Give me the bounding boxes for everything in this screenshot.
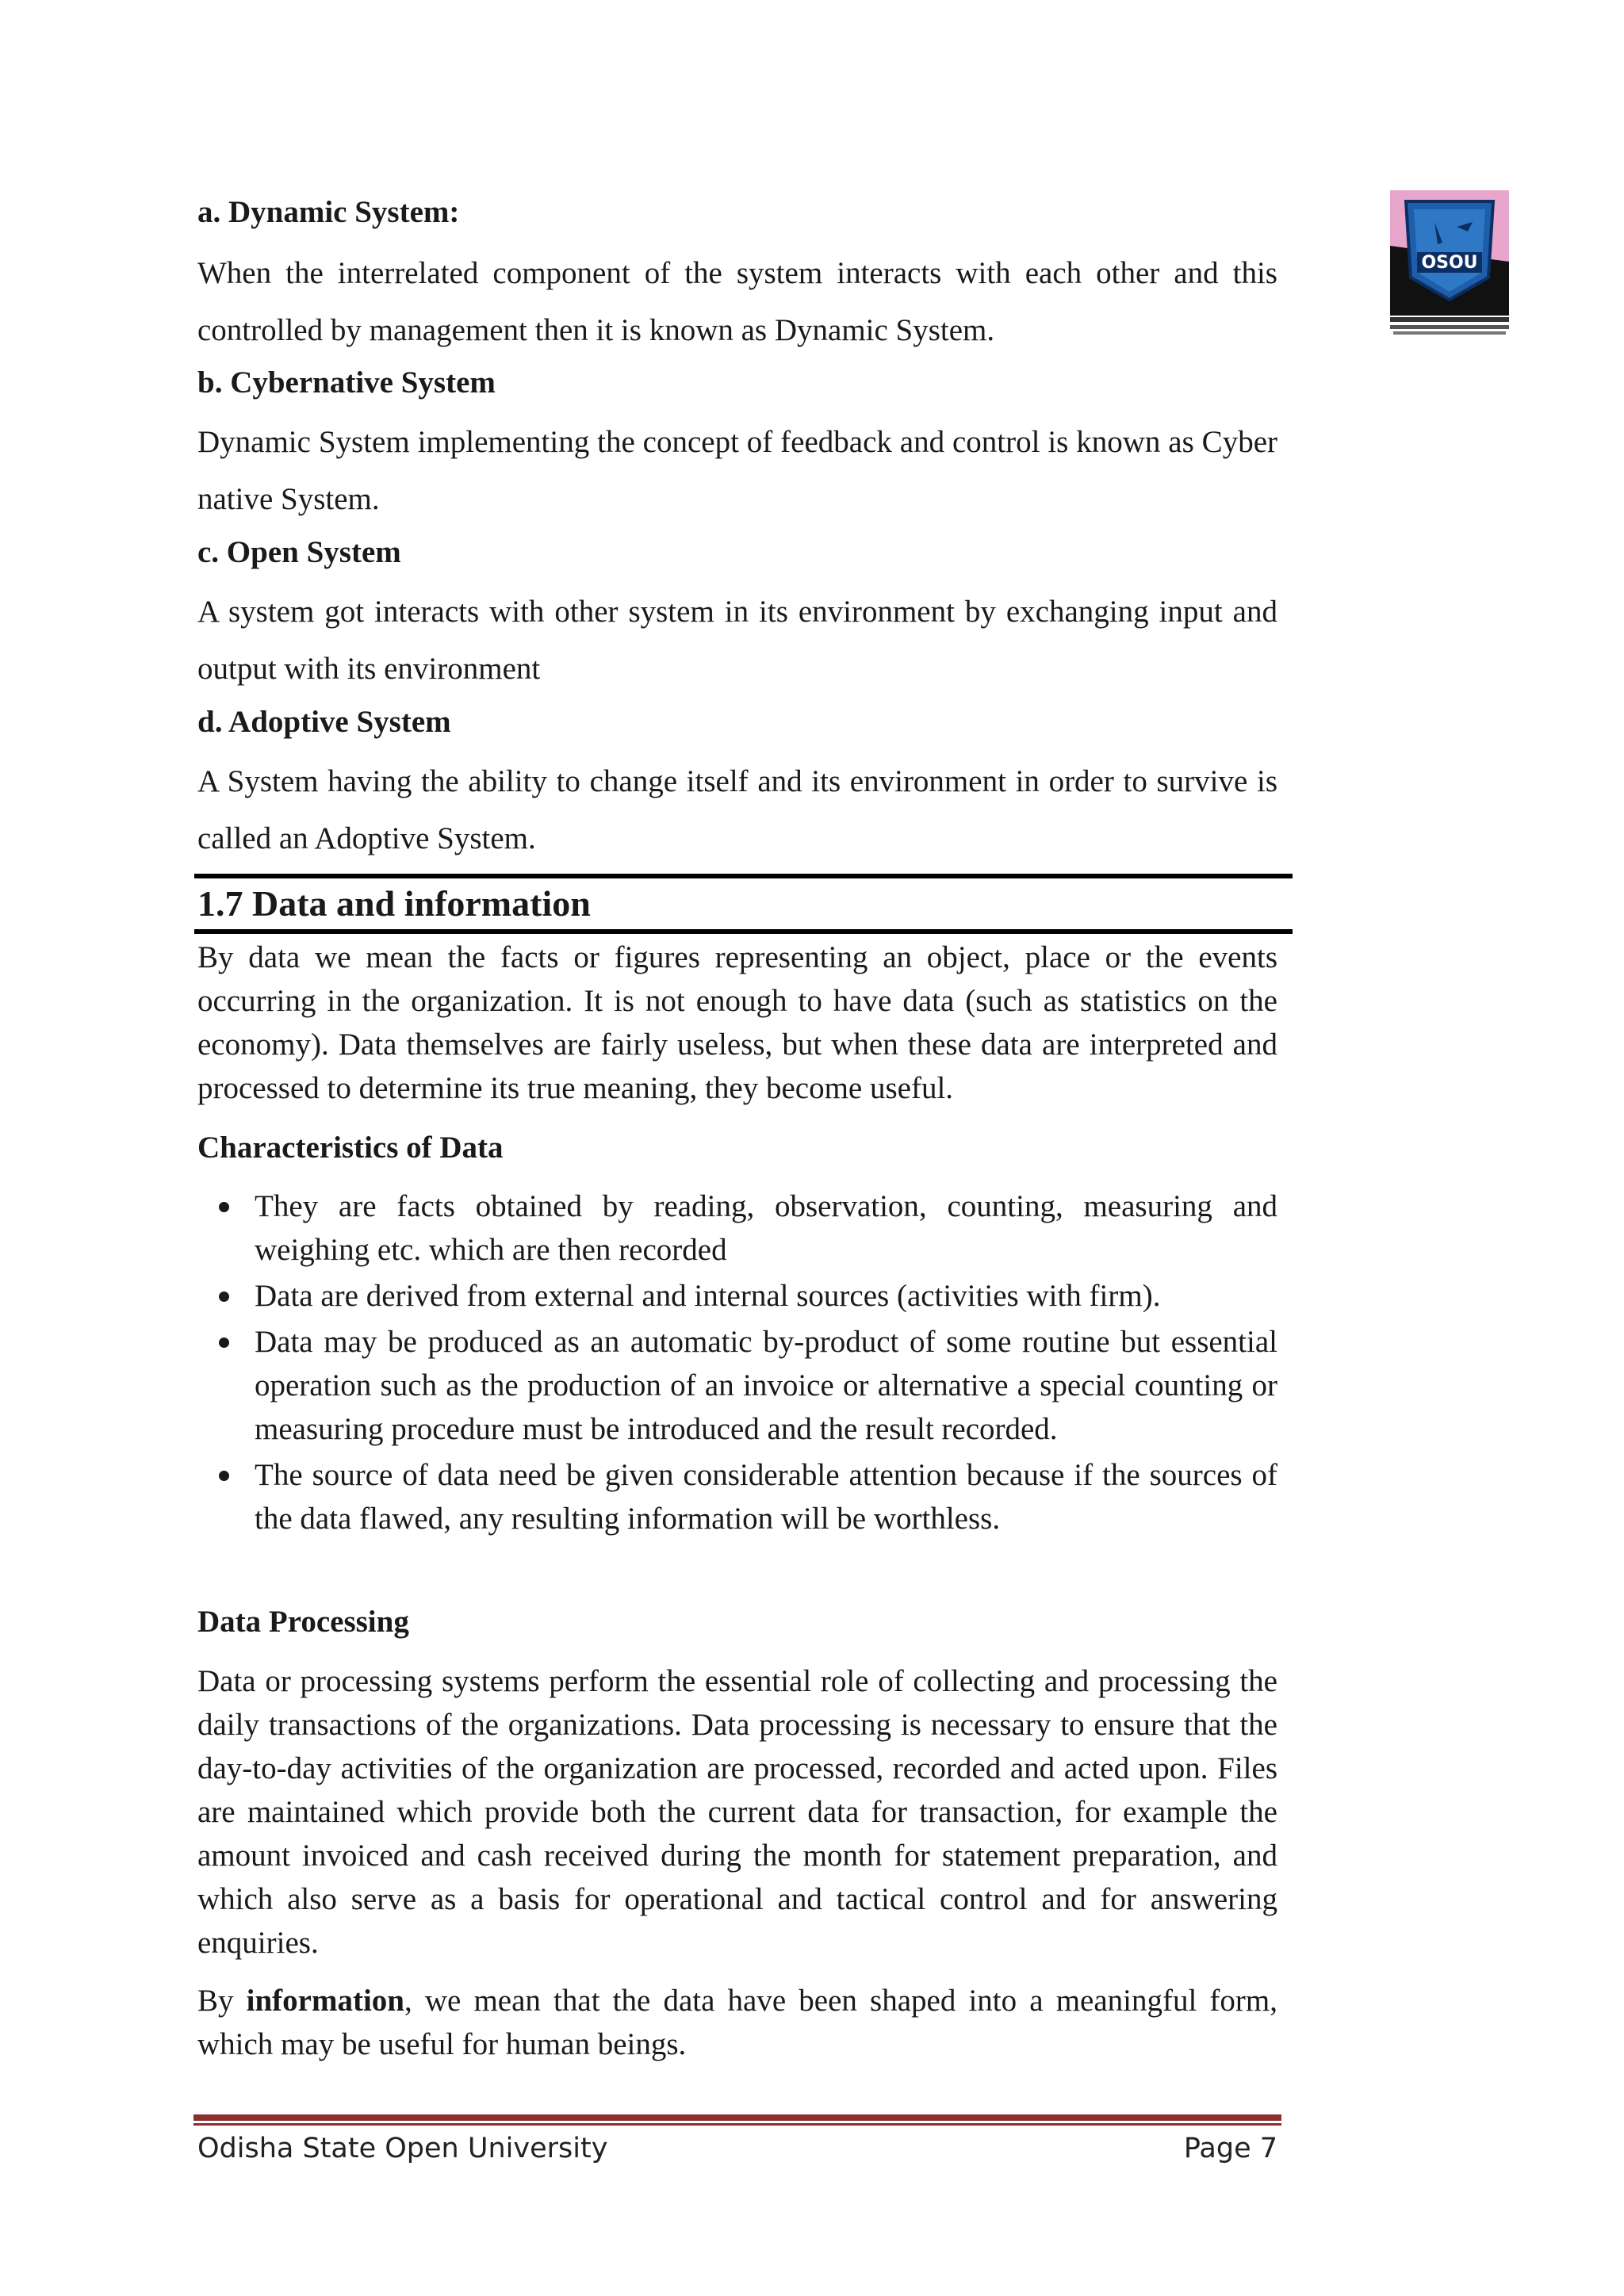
processing-heading-block (197, 1606, 1277, 1637)
intro-paragraph: By data we mean the facts or figures representing an object, place or the events occurring in the organization. It is not enough to have data (such as statistics on the economy). Data themselves are fairly useless, but when these data are interpreted and processed to determine its true meaning, they become useful. (197, 940, 1277, 1105)
footer-rule-thin (193, 2123, 1281, 2126)
footer-university-name: Odisha State Open University (197, 2133, 608, 2164)
open-system-title: c. Open System (197, 535, 401, 569)
list-item-text: The source of data need be given considerable attention because if the sources of the data flawed, any resulting information will be worthless. (255, 1458, 1277, 1536)
information-prefix: By (197, 1984, 247, 2018)
information-block (197, 1979, 1277, 2066)
intro-block (197, 936, 1277, 1110)
information-suffix: , we mean that the data have been shaped into a meaningful form, which may be useful for human beings. (197, 1984, 1277, 2061)
logo-text: OSOU (1421, 253, 1478, 273)
list-item (197, 1184, 1277, 1272)
section-top-rule (194, 874, 1293, 878)
university-logo-icon (1390, 190, 1509, 338)
section-dynamic-system (197, 197, 1277, 228)
characteristics-list (197, 1184, 1277, 1543)
dynamic-system-text-block (197, 245, 1277, 358)
open-system-text-block (197, 584, 1277, 697)
list-item (197, 1274, 1277, 1318)
bullet-icon (219, 1471, 229, 1481)
list-item (197, 1453, 1277, 1540)
dynamic-system-text: When the interrelated component of the system interacts with each other and this controlled by management then it is known as Dynamic System. (197, 256, 1277, 347)
section-heading: 1.7 Data and information (197, 883, 591, 924)
cybernative-system-title: b. Cybernative System (197, 365, 496, 400)
adoptive-system-text-block (197, 753, 1277, 867)
section-open-system (197, 537, 1277, 568)
section-bottom-rule (194, 929, 1293, 934)
processing-title: Data Processing (197, 1605, 409, 1639)
list-item-text: They are facts obtained by reading, observation, counting, measuring and weighing etc. which are then recorded (255, 1189, 1277, 1267)
bullet-icon (219, 1292, 229, 1302)
footer-page-number: Page 7 (1183, 2133, 1277, 2164)
processing-text-block (197, 1659, 1277, 1965)
bullet-icon (219, 1337, 229, 1348)
list-item-text: Data may be produced as an automatic by-product of some routine but essential operation such as the production of an invoice or alternative a special counting or measuring procedure must be introduced and the result recorded. (255, 1325, 1277, 1446)
cybernative-system-text: Dynamic System implementing the concept of feedback and control is known as Cyber native System. (197, 425, 1277, 516)
dynamic-system-title: a. Dynamic System: (197, 195, 460, 229)
list-item-text: Data are derived from external and internal sources (activities with firm). (255, 1279, 1161, 1313)
cybernative-system-text-block (197, 414, 1277, 527)
adoptive-system-text: A System having the ability to change itself and its environment in order to survive is called an Adoptive System. (197, 764, 1277, 855)
adoptive-system-title: d. Adoptive System (197, 705, 451, 739)
section-adoptive-system (197, 706, 1277, 737)
information-bold: information (246, 1984, 404, 2018)
open-system-text: A system got interacts with other system in its environment by exchanging input and output with its environment (197, 595, 1277, 686)
information-paragraph (197, 1979, 1277, 2066)
processing-paragraph: Data or processing systems perform the essential role of collecting and processing the daily transactions of the organizations. Data processing is necessary to ensure that the day-to-day activities of the organization are processed, recorded and acted upon. Files are maintained which provide both the current data for transaction, for example the amount invoiced and cash received during the month for statement preparation, and which also serve as a basis for operational and tactical control and for answering enquiries. (197, 1664, 1277, 1960)
list-item (197, 1320, 1277, 1451)
characteristics-title: Characteristics of Data (197, 1131, 504, 1165)
bullet-icon (219, 1202, 229, 1212)
characteristics-heading-block (197, 1132, 1277, 1163)
section-cybernative-system (197, 367, 1277, 398)
footer-rule-thick (193, 2114, 1281, 2121)
